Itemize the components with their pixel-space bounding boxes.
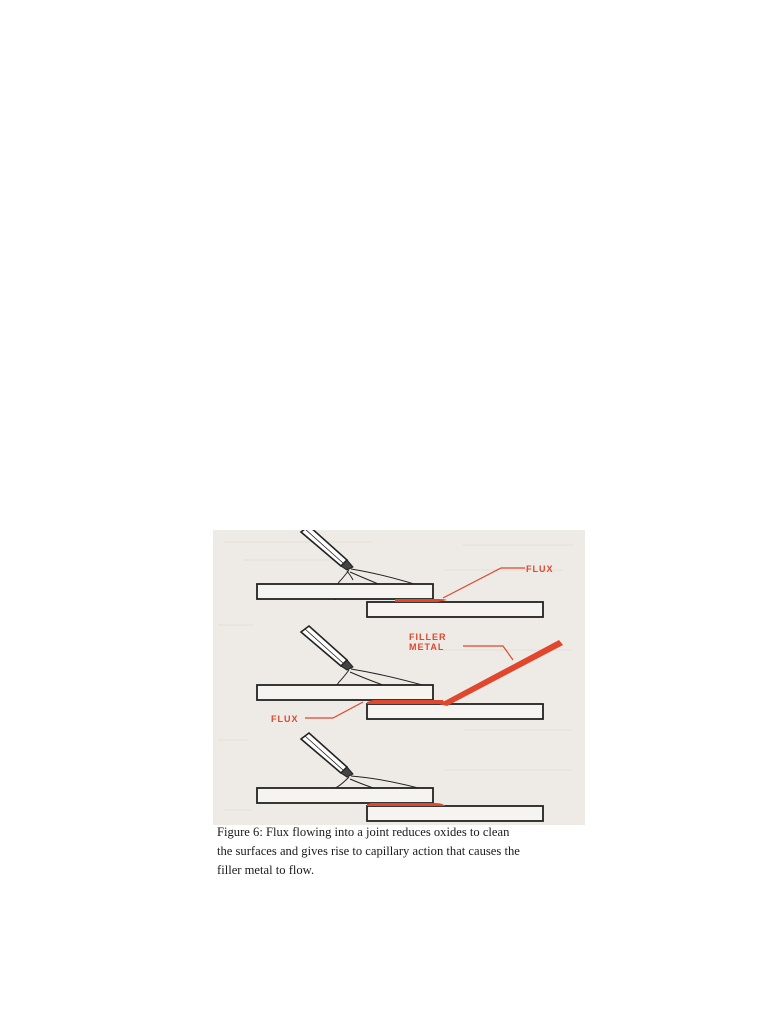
upper-plate xyxy=(257,788,433,803)
caption-line-2: the surfaces and gives rise to capillary action that causes the xyxy=(217,844,520,858)
torch-icon xyxy=(301,733,353,777)
flux-middle-leader xyxy=(305,702,363,718)
panel-2 xyxy=(257,626,563,724)
lower-plate xyxy=(367,704,543,719)
lower-plate xyxy=(367,602,543,617)
flux-icon xyxy=(395,599,447,602)
caption-line-1: Figure 6: Flux flowing into a joint reduces oxides to clean xyxy=(217,825,510,839)
flux-icon xyxy=(367,700,445,704)
paper-texture xyxy=(218,542,573,810)
flux-leader xyxy=(443,568,525,598)
filler-label-line2: METAL xyxy=(409,642,445,652)
figure-drawing xyxy=(213,530,585,825)
torch-icon xyxy=(301,530,353,570)
flux-icon xyxy=(367,803,445,806)
panel-3 xyxy=(257,733,543,821)
upper-plate xyxy=(257,685,433,700)
panel-1 xyxy=(257,530,554,617)
flux-label-middle: FLUX xyxy=(271,714,299,724)
filler-label-line1: FILLER xyxy=(409,632,447,642)
torch-icon xyxy=(301,626,353,670)
filler-leader xyxy=(463,646,513,660)
caption-line-3: filler metal to flow. xyxy=(217,863,315,877)
figure-caption xyxy=(217,823,589,880)
flux-label-top: FLUX xyxy=(526,564,554,574)
figure-image xyxy=(213,530,585,825)
lower-plate xyxy=(367,806,543,821)
upper-plate xyxy=(257,584,433,599)
